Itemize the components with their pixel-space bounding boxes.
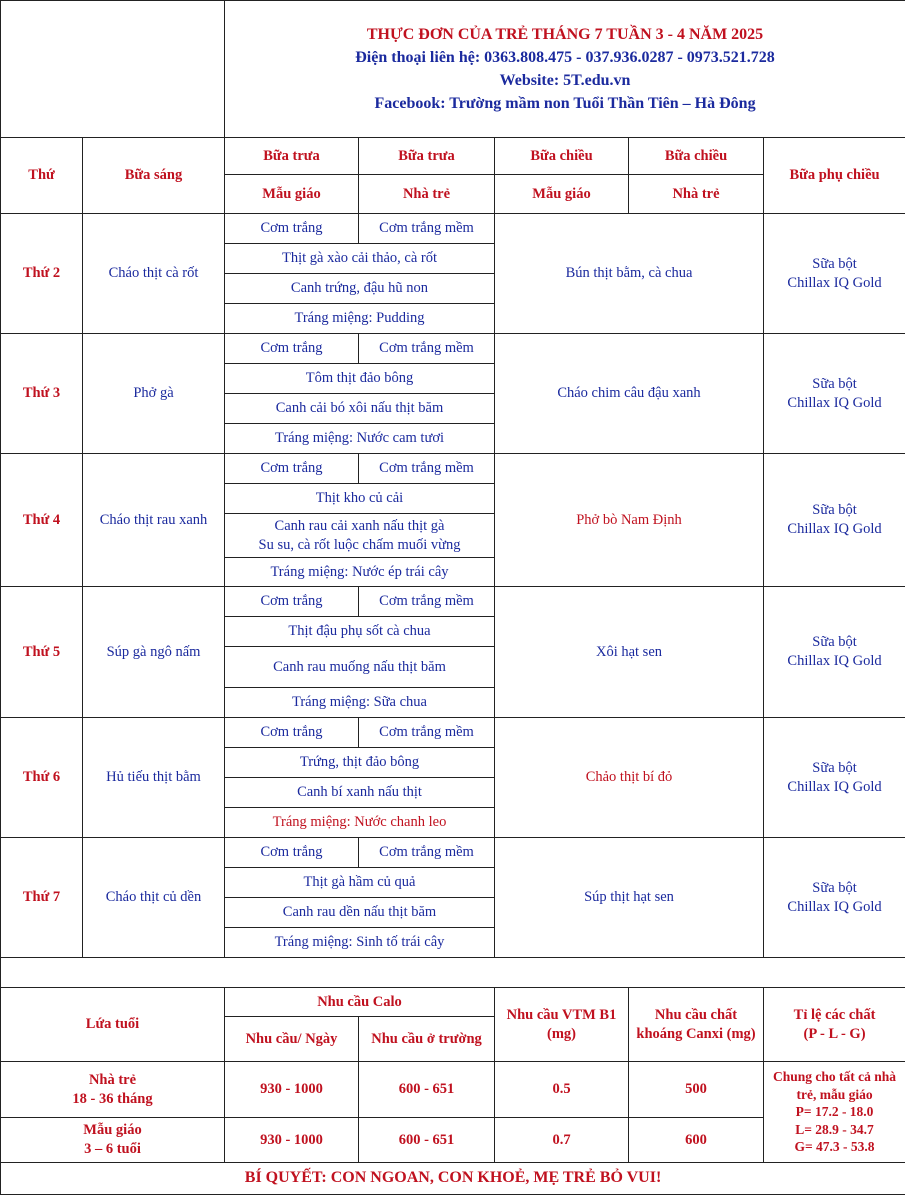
soup: Canh trứng, đậu hũ non	[225, 274, 495, 304]
page-title: THỰC ĐƠN CỦA TRẺ THÁNG 7 TUẦN 3 - 4 NĂM 2025	[366, 25, 764, 43]
soup: Canh bí xanh nấu thịt	[225, 778, 495, 808]
main-dish: Tôm thịt đảo bông	[225, 364, 495, 394]
snack: Sữa bột Chillax IQ Gold	[764, 214, 905, 334]
soup: Canh rau cải xanh nấu thịt gà Su su, cà rốt luộc chấm muối vừng	[225, 514, 495, 558]
rice: Cơm trắng	[225, 718, 359, 748]
breakfast: Cháo thịt củ dền	[83, 838, 225, 958]
website-line: Website: 5T.edu.vn	[499, 72, 631, 89]
breakfast: Cháo thịt rau xanh	[83, 454, 225, 587]
main-dish: Trứng, thịt đảo bông	[225, 748, 495, 778]
spacer-row	[1, 958, 905, 988]
afternoon-meal: Cháo chim câu đậu xanh	[495, 334, 764, 454]
footer-slogan: BÍ QUYẾT: CON NGOAN, CON KHOẺ, MẸ TRẺ BỎ VUI!	[1, 1163, 905, 1195]
breakfast: Hủ tiếu thịt bằm	[83, 718, 225, 838]
afternoon-meal: Phở bò Nam Định	[495, 454, 764, 587]
afternoon-meal: Súp thịt hạt sen	[495, 838, 764, 958]
soft-rice: Cơm trắng mềm	[359, 718, 495, 748]
afternoon-meal: Chảo thịt bí đỏ	[495, 718, 764, 838]
col-nursery: Nhà trẻ	[359, 175, 495, 214]
col-breakfast: Bữa sáng	[83, 138, 225, 214]
calo-header: Nhu cầu Calo	[225, 988, 495, 1017]
soup: Canh rau muống nấu thịt băm	[225, 647, 495, 688]
calcium-header: Nhu cầu chất khoáng Canxi (mg)	[629, 988, 764, 1062]
breakfast: Phở gà	[83, 334, 225, 454]
soft-rice: Cơm trắng mềm	[359, 838, 495, 868]
col-nursery: Nhà trẻ	[629, 175, 764, 214]
col-kindergarten: Mẫu giáo	[495, 175, 629, 214]
col-lunch-nursery: Bữa trưa	[359, 138, 495, 175]
dessert: Tráng miệng: Sữa chua	[225, 688, 495, 718]
at-school-header: Nhu cầu ở trường	[359, 1017, 495, 1062]
day-label: Thứ 6	[1, 718, 83, 838]
dessert: Tráng miệng: Sinh tố trái cây	[225, 928, 495, 958]
vtm-b1-value: 0.5	[495, 1062, 629, 1118]
col-day: Thứ	[1, 138, 83, 214]
phone-line: Điện thoại liên hệ: 0363.808.475 - 037.936.0287 - 0973.521.728	[355, 48, 775, 66]
calo-per-day: 930 - 1000	[225, 1118, 359, 1163]
rice: Cơm trắng	[225, 214, 359, 244]
day-label: Thứ 3	[1, 334, 83, 454]
day-label: Thứ 7	[1, 838, 83, 958]
soft-rice: Cơm trắng mềm	[359, 454, 495, 484]
soft-rice: Cơm trắng mềm	[359, 214, 495, 244]
age-header: Lứa tuổi	[1, 988, 225, 1062]
breakfast: Cháo thịt cà rốt	[83, 214, 225, 334]
col-afternoon-nursery: Bữa chiều	[629, 138, 764, 175]
calcium-value: 600	[629, 1118, 764, 1163]
age-group: Mẫu giáo 3 – 6 tuổi	[1, 1118, 225, 1163]
main-dish: Thịt gà xào cải thảo, cà rốt	[225, 244, 495, 274]
calo-at-school: 600 - 651	[359, 1118, 495, 1163]
ratio-header: Tỉ lệ các chất (P - L - G)	[764, 988, 905, 1062]
dessert: Tráng miệng: Nước cam tươi	[225, 424, 495, 454]
col-afternoon-kg: Bữa chiều	[495, 138, 629, 175]
afternoon-meal: Xôi hạt sen	[495, 587, 764, 718]
main-dish: Thịt kho củ cải	[225, 484, 495, 514]
col-lunch-kg: Bữa trưa	[225, 138, 359, 175]
ratio-values: Chung cho tất cả nhà trẻ, mẫu giáo P= 17.2 - 18.0 L= 28.9 - 34.7 G= 47.3 - 53.8	[764, 1062, 905, 1163]
vtm-header: Nhu cầu VTM B1 (mg)	[495, 988, 629, 1062]
snack: Sữa bột Chillax IQ Gold	[764, 334, 905, 454]
calcium-value: 500	[629, 1062, 764, 1118]
logo-cell	[1, 1, 225, 138]
breakfast: Súp gà ngô nấm	[83, 587, 225, 718]
afternoon-meal: Bún thịt bằm, cà chua	[495, 214, 764, 334]
soup: Canh rau dền nấu thịt băm	[225, 898, 495, 928]
snack: Sữa bột Chillax IQ Gold	[764, 454, 905, 587]
day-label: Thứ 5	[1, 587, 83, 718]
snack: Sữa bột Chillax IQ Gold	[764, 587, 905, 718]
main-dish: Thịt đậu phụ sốt cà chua	[225, 617, 495, 647]
soft-rice: Cơm trắng mềm	[359, 587, 495, 617]
soft-rice: Cơm trắng mềm	[359, 334, 495, 364]
col-kindergarten: Mẫu giáo	[225, 175, 359, 214]
snack: Sữa bột Chillax IQ Gold	[764, 838, 905, 958]
rice: Cơm trắng	[225, 334, 359, 364]
rice: Cơm trắng	[225, 838, 359, 868]
age-group: Nhà trẻ 18 - 36 tháng	[1, 1062, 225, 1118]
soup: Canh cải bó xôi nấu thịt băm	[225, 394, 495, 424]
facebook-line: Facebook: Trường mầm non Tuổi Thần Tiên – Hà Đông	[374, 95, 756, 113]
title-cell	[225, 1, 905, 138]
dessert: Tráng miệng: Nước chanh leo	[225, 808, 495, 838]
rice: Cơm trắng	[225, 587, 359, 617]
dessert: Tráng miệng: Pudding	[225, 304, 495, 334]
day-label: Thứ 2	[1, 214, 83, 334]
vtm-b1-value: 0.7	[495, 1118, 629, 1163]
main-dish: Thịt gà hầm củ quả	[225, 868, 495, 898]
dessert: Tráng miệng: Nước ép trái cây	[225, 558, 495, 587]
rice: Cơm trắng	[225, 454, 359, 484]
day-label: Thứ 4	[1, 454, 83, 587]
snack: Sữa bột Chillax IQ Gold	[764, 718, 905, 838]
calo-at-school: 600 - 651	[359, 1062, 495, 1118]
calo-per-day: 930 - 1000	[225, 1062, 359, 1118]
col-snack: Bữa phụ chiều	[764, 138, 905, 214]
per-day-header: Nhu cầu/ Ngày	[225, 1017, 359, 1062]
